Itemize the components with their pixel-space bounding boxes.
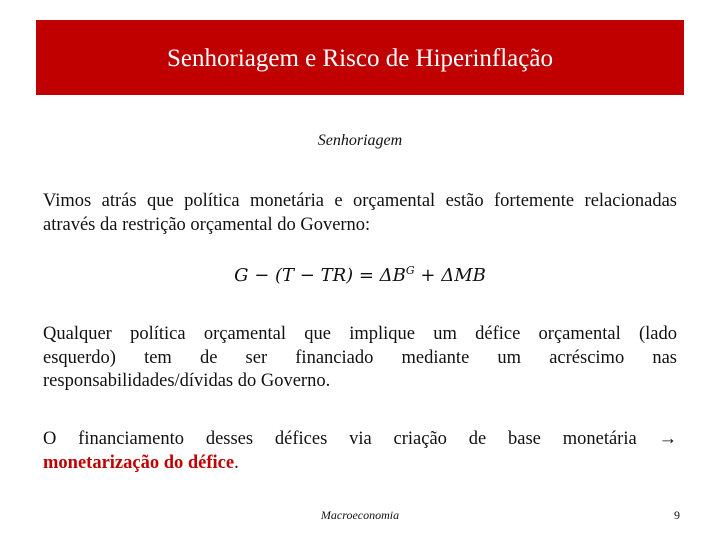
paragraph-2 [43,323,677,394]
equation-superscript: G [405,264,415,277]
paragraph-3-line-1: O financiamento desses défices via criação de base monetária → [43,429,677,449]
paragraph-2-line-3: responsabilidades/dívidas do Governo. [43,371,331,391]
paragraph-1-line-2: através da restrição orçamental do Governo: [43,214,371,235]
emphasis-text: monetarização do défice [43,452,235,473]
paragraph-1 [43,190,677,237]
paragraph-3-line-2 [43,452,677,476]
paragraph-2-line-1: Qualquer política orçamental que implique um défice orçamental (lado [43,324,677,344]
budget-constraint-equation [0,264,720,286]
paragraph-1-line-1: Vimos atrás que política monetária e orçamental estão fortemente relacionadas [43,191,677,211]
paragraph-3-end: . [234,452,239,473]
equation-left: G − (T − TR) = ΔB [234,265,406,286]
slide-title: Senhoriagem e Risco de Hiperinflação [167,45,553,72]
footer-page-number: 9 [674,508,680,522]
slide-subtitle: Senhoriagem [317,132,403,149]
footer-course-name: Macroeconomia [320,508,400,522]
paragraph-2-line-2: esquerdo) tem de ser financiado mediante um acréscimo nas [43,347,677,368]
paragraph-3 [43,428,677,475]
equation-right: + ΔMB [414,265,486,286]
